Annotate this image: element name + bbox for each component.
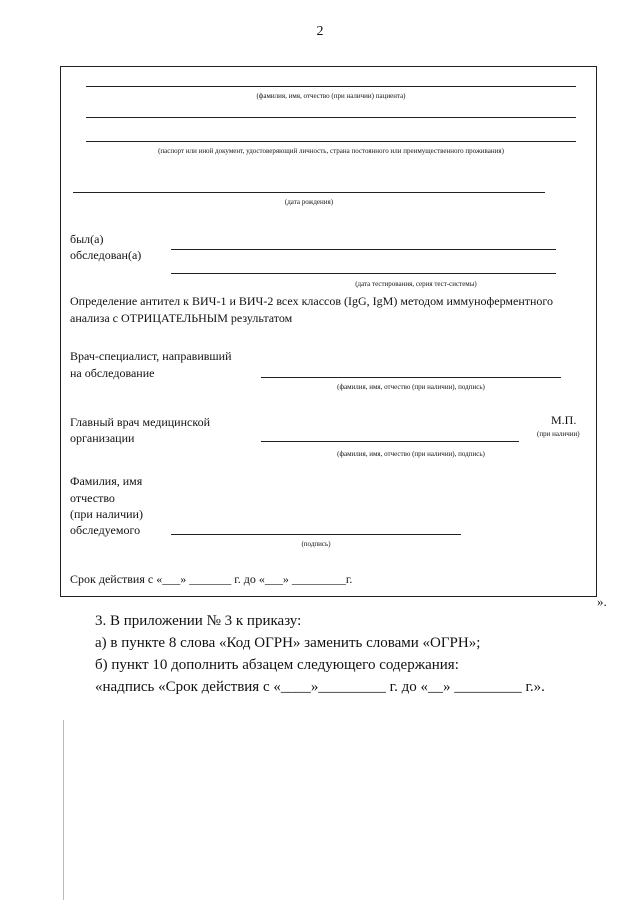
- chief-label-1: Главный врач медицинской: [70, 415, 210, 429]
- patient-name-caption: (фамилия, имя, отчество (при наличии) пациента): [256, 92, 406, 100]
- stamp-label: М.П.: [551, 413, 577, 427]
- passport-line-2: [86, 141, 576, 142]
- page-number: 2: [316, 24, 324, 39]
- examined-line-2: [171, 273, 556, 274]
- chief-caption: (фамилия, имя, отчество (при наличии), подпись): [337, 450, 485, 458]
- examinee-signature-line: [171, 534, 461, 535]
- passport-line-1: [86, 117, 576, 118]
- examinee-label-2: отчество: [70, 491, 115, 505]
- amendment-item-3: 3. В приложении № 3 к приказу:: [95, 613, 302, 629]
- hiv-test-certificate-form: [60, 66, 597, 597]
- validity-text: Срок действия с «___» _______ г. до «___» _________г.: [70, 572, 353, 586]
- closing-quote: ».: [597, 594, 607, 609]
- patient-name-line: [86, 86, 576, 87]
- amendment-quote: «надпись «Срок действия с «____»_________ г. до «__» _________ г.».: [95, 679, 545, 695]
- passport-caption: (паспорт или иной документ, удостоверяющий личность, страна постоянного или преимущественного проживания): [158, 147, 504, 155]
- examinee-label-4: обследуемого: [70, 523, 141, 537]
- amendment-item-b: б) пункт 10 дополнить абзацем следующего содержания:: [95, 657, 459, 673]
- doctor-label-1: Врач-специалист, направивший: [70, 349, 232, 363]
- testing-caption: (дата тестирования, серия тест-системы): [355, 280, 477, 288]
- examinee-label-1: Фамилия, имя: [70, 474, 143, 488]
- doctor-caption: (фамилия, имя, отчество (при наличии), подпись): [337, 383, 485, 391]
- stamp-caption: (при наличии): [537, 430, 580, 438]
- doctor-signature-line: [261, 377, 561, 378]
- result-text: Определение антител к ВИЧ-1 и ВИЧ-2 всех классов (IgG, IgM) методом иммуноферментного анализа с ОТРИЦАТЕЛЬНЫМ результатом: [70, 294, 554, 325]
- examined-label-2: обследован(а): [70, 248, 142, 262]
- signature-caption: (подпись): [301, 540, 331, 548]
- scan-artifact-line: [63, 720, 64, 900]
- chief-signature-line: [261, 441, 519, 442]
- birth-date-line: [73, 192, 545, 193]
- examinee-label-3: (при наличии): [70, 507, 143, 521]
- birth-date-caption: (дата рождения): [284, 198, 334, 206]
- amendment-item-a: а) в пункте 8 слова «Код ОГРН» заменить словами «ОГРН»;: [95, 635, 481, 651]
- examined-line-1: [171, 249, 556, 250]
- doctor-label-2: на обследование: [70, 366, 155, 380]
- chief-label-2: организации: [70, 431, 135, 445]
- examined-label-1: был(а): [70, 232, 104, 246]
